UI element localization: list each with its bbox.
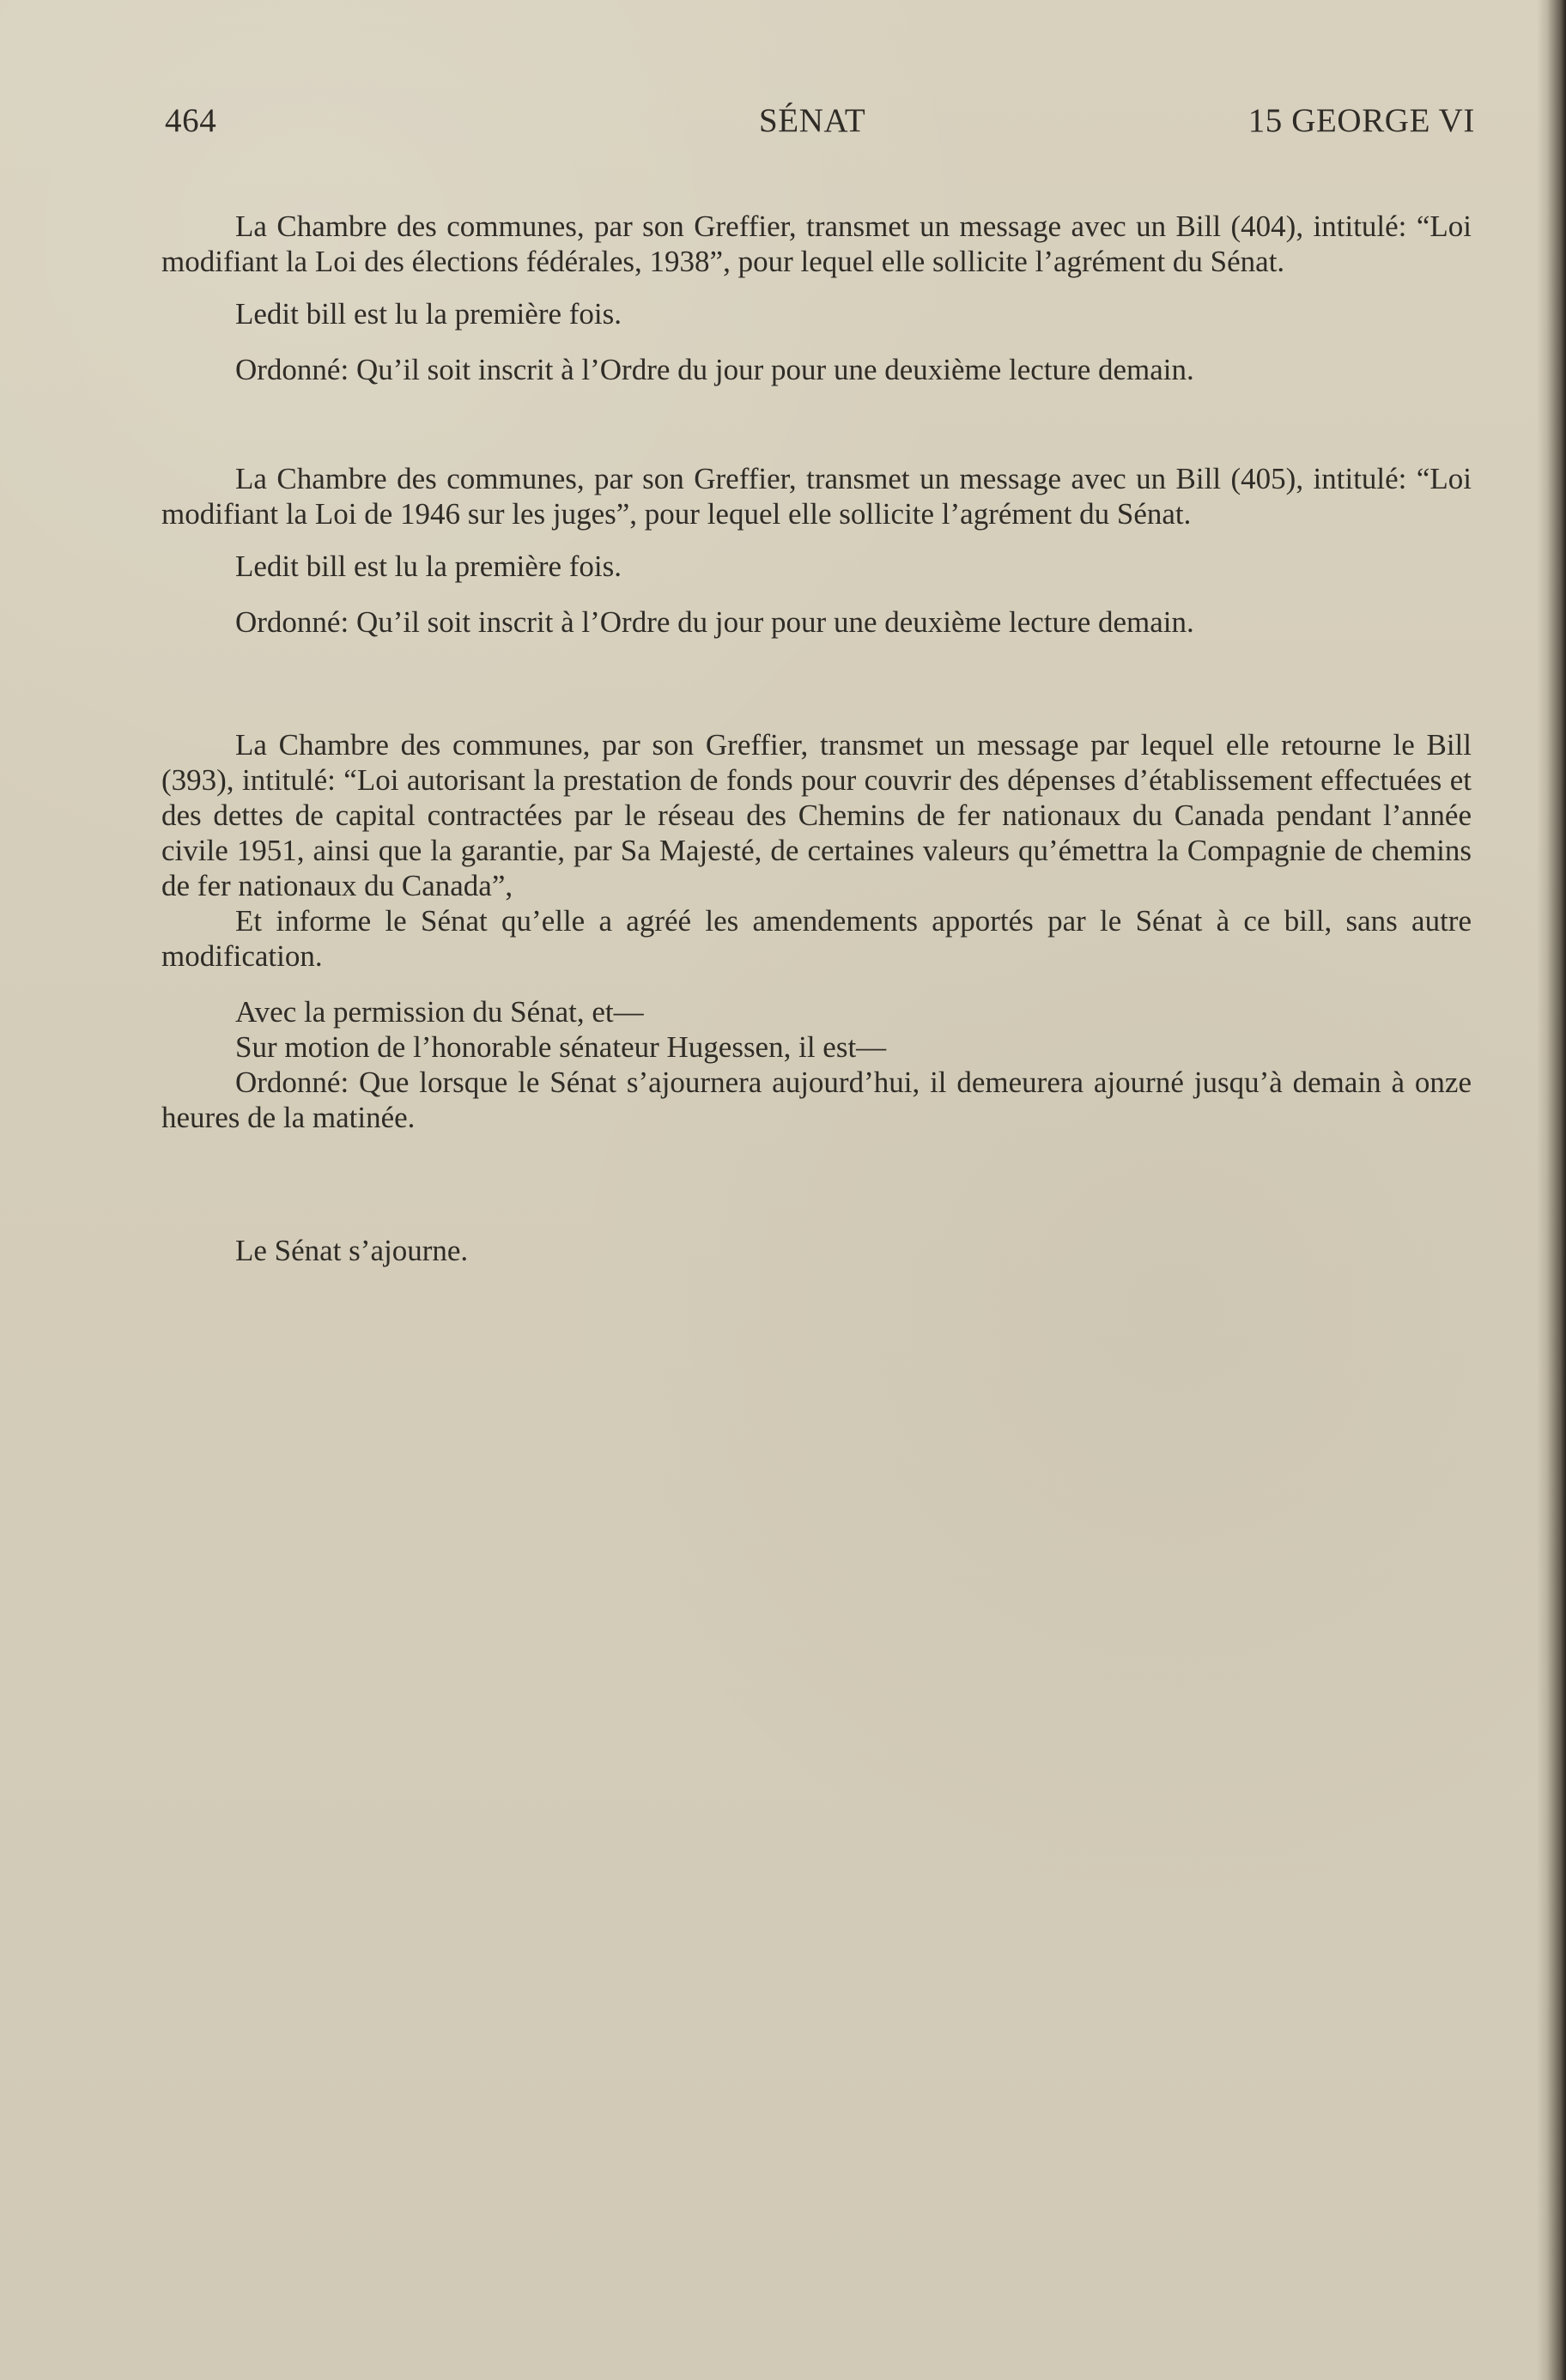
motion-line: Sur motion de l’honorable sénateur Hugessen, il est— — [235, 1030, 887, 1064]
message-paragraph-3: La Chambre des communes, par son Greffier, transmet un message par lequel elle retourne le Bill (393), intitulé: “Loi autorisant la prestation de fonds pour couvrir des dépenses d’établissement effectuées et des dettes de capital contractées par le réseau des Chemins de fer nationaux du Canada pendant l’année civile 1951, ainsi que la garantie, par Sa Majesté, de certaines valeurs qu’émettra la Compagnie de chemins de fer nationaux du Canada”, — [161, 728, 1472, 902]
order-paragraph-2: Ordonné: Qu’il soit inscrit à l’Ordre du jour pour une deuxième lecture demain. — [235, 605, 1194, 639]
page-header-reign: 15 GEORGE VI — [1247, 102, 1475, 139]
page-header-title: SÉNAT — [759, 102, 866, 139]
message-paragraph-2: La Chambre des communes, par son Greffier, transmet un message avec un Bill (405), intitulé: “Loi modifiant la Loi de 1946 sur les juges”, pour lequel elle sollicite l’agrément du Sénat. — [161, 462, 1472, 531]
permission-line: Avec la permission du Sénat, et— — [235, 995, 644, 1029]
first-reading-paragraph-2: Ledit bill est lu la première fois. — [235, 549, 622, 583]
adjournment-order-paragraph: Ordonné: Que lorsque le Sénat s’ajournera aujourd’hui, il demeurera ajourné jusqu’à demain à onze heures de la matinée. — [161, 1066, 1472, 1134]
order-paragraph-1: Ordonné: Qu’il soit inscrit à l’Ordre du jour pour une deuxième lecture demain. — [235, 353, 1194, 386]
first-reading-paragraph-1: Ledit bill est lu la première fois. — [235, 297, 622, 331]
document-body — [161, 209, 1472, 1268]
senate-adjourns-line: Le Sénat s’ajourne. — [235, 1234, 469, 1267]
amendment-paragraph: Et informe le Sénat qu’elle a agréé les amendements apportés par le Sénat à ce bill, sans autre modification. — [161, 904, 1472, 973]
page-number: 464 — [165, 102, 217, 139]
message-paragraph-1: La Chambre des communes, par son Greffier, transmet un message avec un Bill (404), intitulé: “Loi modifiant la Loi des élections fédérales, 1938”, pour lequel elle sollicite l’agrément du Sénat. — [161, 209, 1472, 278]
page-edge-shadow — [1537, 0, 1566, 2380]
